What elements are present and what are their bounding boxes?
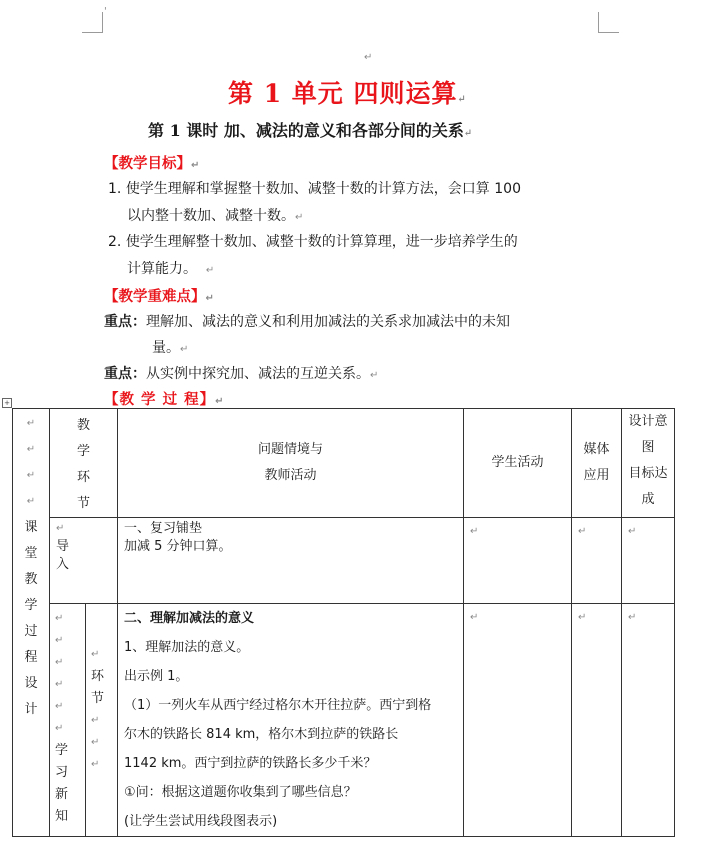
student-activity-header: 学生活动 xyxy=(464,409,572,518)
intro-row xyxy=(13,518,675,604)
design-header-line: 图 xyxy=(641,440,655,455)
activity-line: 1142 km。西宁到拉萨的铁路长多少千米？ xyxy=(124,756,377,771)
process-heading-text: 【教 学 过 程】 xyxy=(104,392,216,408)
new-knowledge-media-cell xyxy=(572,604,622,837)
stage-header-char: 环 xyxy=(77,470,91,485)
section-heading: 二、理解加减法的意义 xyxy=(124,611,255,626)
paragraph-mark: ↵ xyxy=(55,723,64,734)
paragraph-mark: ↵ xyxy=(91,737,100,748)
paragraph-mark: ↵ xyxy=(55,613,64,624)
new-knowledge-stage-char: 学 xyxy=(55,743,69,758)
sub-stage-char: 环 xyxy=(91,669,105,684)
paragraph-mark: ↵ xyxy=(55,701,64,712)
side-label-char: 计 xyxy=(24,702,38,717)
paragraph-mark: ↵ xyxy=(55,679,64,690)
activity-line: 尔木的铁路长 814 km，格尔木到拉萨的铁路长 xyxy=(124,727,399,742)
design-header xyxy=(622,409,675,518)
process-heading xyxy=(104,388,225,409)
paragraph-mark: ↵ xyxy=(26,496,36,507)
difficulties-heading xyxy=(104,285,214,306)
objective-item-2-cont xyxy=(127,258,214,278)
stage-header-char: 学 xyxy=(77,444,91,459)
design-header-line: 设计意 xyxy=(628,414,668,429)
intro-stage-cell xyxy=(50,518,118,604)
objective-number: 2. xyxy=(108,234,122,250)
side-label-char: 学 xyxy=(24,598,38,613)
intro-activity-line: 一、复习铺垫 xyxy=(124,521,203,536)
activity-header-line: 问题情境与 xyxy=(258,442,324,457)
paragraph-mark: ↵ xyxy=(370,370,379,381)
objective-item-1 xyxy=(108,178,521,198)
lesson-title-text: 第 1 课时 加、减法的意义和各部分间的关系 xyxy=(148,121,464,140)
paragraph-mark: ↵ xyxy=(628,612,637,623)
new-knowledge-row xyxy=(13,604,675,837)
paragraph-mark: ↵ xyxy=(457,94,467,105)
intro-stage-char: 导 xyxy=(56,539,70,554)
paragraph-mark: ↵ xyxy=(205,265,215,276)
paragraph-mark: ↵ xyxy=(91,759,100,770)
key-point-label: 重点： xyxy=(104,314,146,330)
activity-line: ①问：根据这道题你收集到了哪些信息？ xyxy=(124,785,357,800)
paragraph-mark: ↵ xyxy=(578,612,587,623)
intro-student-cell xyxy=(464,518,572,604)
side-label-char: 堂 xyxy=(24,546,38,561)
new-knowledge-design-cell xyxy=(622,604,675,837)
new-knowledge-student-cell xyxy=(464,604,572,837)
activity-header xyxy=(118,409,464,518)
side-label-char: 设 xyxy=(24,676,38,691)
media-header-line: 应用 xyxy=(583,468,610,483)
paragraph-mark: ↵ xyxy=(26,418,36,429)
paragraph-mark: ↵ xyxy=(463,128,473,139)
lesson-title xyxy=(148,118,472,141)
stage-header xyxy=(50,409,118,518)
paragraph-mark: ↵ xyxy=(470,612,479,623)
objective-line: 使学生理解整十数加、减整十数的计算算理，进一步培养学生的 xyxy=(125,234,518,250)
paragraph-mark: ↵ xyxy=(91,715,100,726)
paragraph-mark: ↵ xyxy=(180,344,189,355)
stage-header-char: 教 xyxy=(77,418,91,433)
design-header-line: 目标达 xyxy=(628,466,668,481)
new-knowledge-sub-cell xyxy=(86,604,118,837)
side-label-char: 课 xyxy=(24,520,38,535)
objective-line: 使学生理解和掌握整十数加、减整十数的计算方法，会口算 100 xyxy=(125,181,521,197)
paragraph-mark: ↵ xyxy=(91,649,100,660)
tick-mark: ' xyxy=(104,6,107,17)
table-move-handle-icon[interactable]: + xyxy=(2,398,12,408)
objectives-heading xyxy=(104,152,199,173)
side-label-char: 程 xyxy=(24,650,38,665)
activity-header-line: 教师活动 xyxy=(264,468,317,483)
objective-line: 以内整十数加、减整十数。 xyxy=(127,208,295,224)
paragraph-mark: ↵ xyxy=(295,212,304,223)
paragraph-mark: ↵ xyxy=(578,526,587,537)
key-point-1-cont xyxy=(152,337,188,357)
difficulties-heading-text: 【教学重难点】 xyxy=(104,289,206,305)
paragraph-mark: ↵ xyxy=(26,444,36,455)
objective-number: 1. xyxy=(108,181,122,197)
unit-title-text: 第 1 单元 四则运算 xyxy=(228,79,458,108)
key-point-line: 理解加、减法的意义和利用加减法的关系求加减法中的未知 xyxy=(146,314,510,330)
key-point-label: 重点： xyxy=(104,366,146,382)
side-label-char: 过 xyxy=(24,624,38,639)
objective-item-1-cont xyxy=(127,205,303,225)
intro-activity-line: 加减 5 分钟口算。 xyxy=(124,539,232,554)
paragraph-mark: ↵ xyxy=(56,523,65,534)
activity-line: 1、理解加法的意义。 xyxy=(124,640,250,655)
activity-line: 出示例 1。 xyxy=(124,669,189,684)
new-knowledge-stage-char: 知 xyxy=(55,809,69,824)
objective-line: 计算能力。 xyxy=(127,261,197,277)
stage-header-char: 节 xyxy=(77,496,91,511)
paragraph-mark: ↵ xyxy=(55,657,64,668)
media-header xyxy=(572,409,622,518)
key-point-line: 量。 xyxy=(152,340,180,356)
objective-item-2 xyxy=(108,231,518,251)
classroom-process-label xyxy=(13,409,50,837)
new-knowledge-stage-char: 新 xyxy=(55,787,69,802)
new-knowledge-stage-cell xyxy=(50,604,86,837)
paragraph-mark: ↵ xyxy=(470,526,479,537)
paragraph-mark: ↵ xyxy=(55,635,64,646)
table-header-row xyxy=(13,409,675,518)
paragraph-mark: ↵ xyxy=(215,396,225,407)
lesson-process-table xyxy=(12,408,675,837)
paragraph-mark: ↵ xyxy=(191,160,200,171)
top-left-crop-mark xyxy=(82,12,103,33)
unit-title xyxy=(228,74,467,110)
intro-media-cell xyxy=(572,518,622,604)
side-label-char: 教 xyxy=(24,572,38,587)
paragraph-mark: ↵ xyxy=(364,52,373,63)
design-header-line: 成 xyxy=(641,492,655,507)
activity-line: (让学生尝试用线段图表示) xyxy=(124,814,278,829)
media-header-line: 媒体 xyxy=(583,442,610,457)
new-knowledge-activity-cell xyxy=(118,604,464,837)
key-point-1 xyxy=(104,311,510,331)
sub-stage-char: 节 xyxy=(91,691,105,706)
key-point-2 xyxy=(104,363,378,383)
intro-stage-char: 入 xyxy=(56,557,70,572)
paragraph-mark: ↵ xyxy=(205,293,214,304)
paragraph-mark: ↵ xyxy=(628,526,637,537)
activity-line: （1）一列火车从西宁经过格尔木开往拉萨。西宁到格 xyxy=(124,698,432,713)
objectives-heading-text: 【教学目标】 xyxy=(104,156,191,172)
paragraph-mark: ↵ xyxy=(26,470,36,481)
key-point-line: 从实例中探究加、减法的互逆关系。 xyxy=(146,366,370,382)
top-right-crop-mark xyxy=(598,12,619,33)
intro-design-cell xyxy=(622,518,675,604)
new-knowledge-stage-char: 习 xyxy=(55,765,69,780)
intro-activity-cell xyxy=(118,518,464,604)
